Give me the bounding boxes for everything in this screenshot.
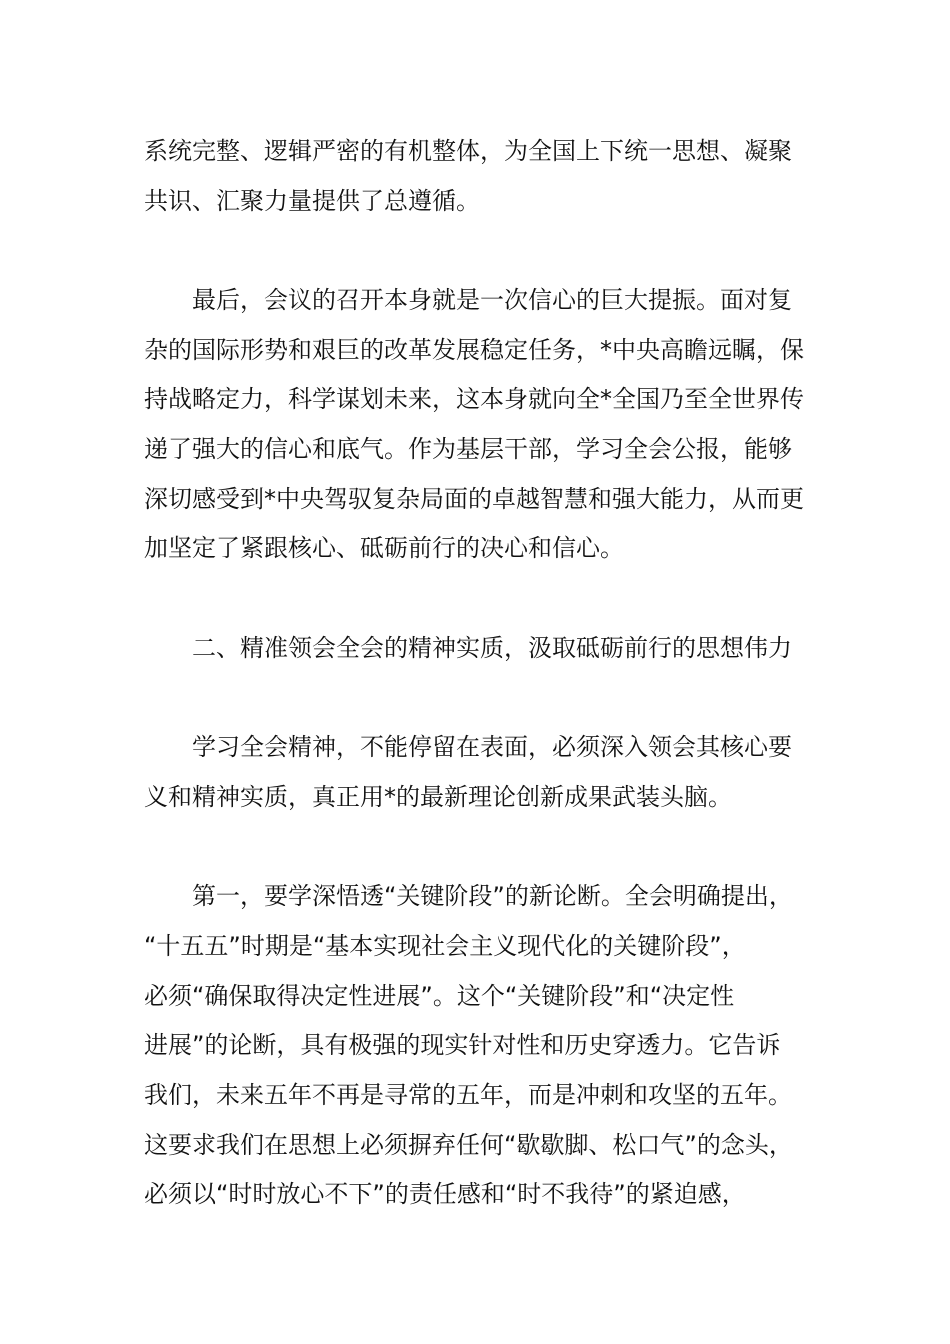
text-line: 杂的国际形势和艰巨的改革发展稳定任务，*中央高瞻远瞩，保 [144, 336, 804, 364]
text-line: 进展”的论断，具有极强的现实针对性和历史穿透力。它告诉 [144, 1031, 781, 1059]
paragraph-first-line: 最后，会议的召开本身就是一次信心的巨大提振。面对复 [192, 286, 792, 314]
paragraph-first-line: 学习全会精神，不能停留在表面，必须深入领会其核心要 [192, 733, 792, 761]
text-line: 深切感受到*中央驾驭复杂局面的卓越智慧和强大能力，从而更 [144, 485, 804, 513]
text-line: 这要求我们在思想上必须摒弃任何“歇歇脚、松口气”的念头， [144, 1131, 793, 1159]
text-line: 加坚定了紧跟核心、砥砺前行的决心和信心。 [144, 534, 624, 562]
text-line: 共识、汇聚力量提供了总遵循。 [144, 187, 480, 215]
paragraph-first-line: 第一，要学深悟透“关键阶段”的新论断。全会明确提出， [192, 882, 793, 910]
text-line: “十五五”时期是“基本实现社会主义现代化的关键阶段”， [144, 932, 746, 960]
text-line: 递了强大的信心和底气。作为基层干部，学习全会公报，能够 [144, 435, 792, 463]
text-line: 我们，未来五年不再是寻常的五年，而是冲刺和攻坚的五年。 [144, 1081, 792, 1109]
text-line: 必须以“时时放心不下”的责任感和“时不我待”的紧迫感， [144, 1180, 746, 1208]
text-line: 必须“确保取得决定性进展”。这个“关键阶段”和“决定性 [144, 982, 735, 1010]
text-line: 持战略定力，科学谋划未来，这本身就向全*全国乃至全世界传 [144, 385, 804, 413]
section-heading: 二、精准领会全会的精神实质，汲取砥砺前行的思想伟力 [192, 634, 792, 662]
text-line: 义和精神实质，真正用*的最新理论创新成果武装头脑。 [144, 783, 732, 811]
text-line: 系统完整、逻辑严密的有机整体，为全国上下统一思想、凝聚 [144, 137, 792, 165]
